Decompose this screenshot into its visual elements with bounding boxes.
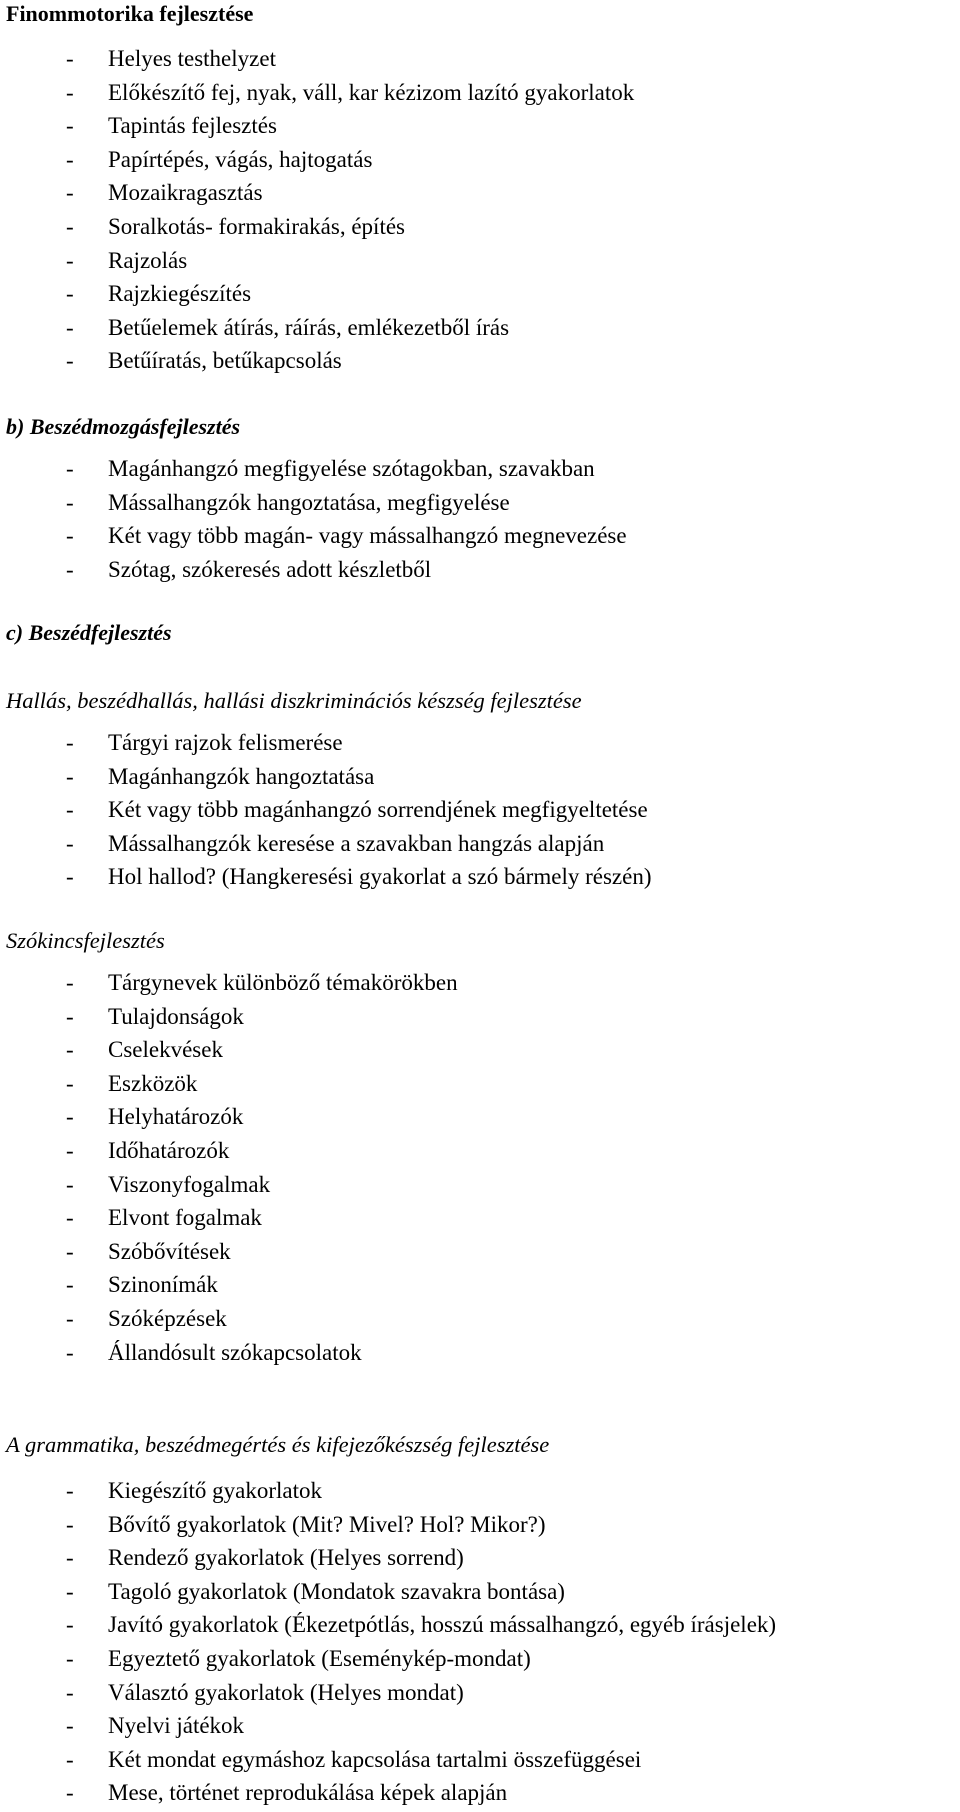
bullet-dash: - xyxy=(66,180,74,206)
bullet-dash: - xyxy=(66,797,74,823)
bullet-dash: - xyxy=(66,1478,74,1503)
bullet-dash: - xyxy=(66,1037,74,1063)
bullet-dash: - xyxy=(66,79,74,105)
bullet-dash: - xyxy=(66,1545,74,1571)
bullet-dash: - xyxy=(66,1238,74,1264)
section-heading-grammatika: A grammatika, beszédmegértés és kifejezőkészség fejlesztése xyxy=(6,1432,550,1457)
bullet-dash: - xyxy=(66,1003,74,1029)
bullet-dash: - xyxy=(66,46,74,71)
bullet-dash: - xyxy=(66,281,74,307)
bullet-dash: - xyxy=(66,970,74,995)
bullet-dash: - xyxy=(66,1272,74,1298)
bullet-dash: - xyxy=(66,1137,74,1163)
bullet-dash: - xyxy=(66,1612,74,1638)
bullet-dash: - xyxy=(66,489,74,515)
bullet-dash: - xyxy=(66,1578,74,1604)
bullet-dash: - xyxy=(66,146,74,172)
bullet-dash: - xyxy=(66,1104,74,1130)
bullet-dash: - xyxy=(66,1205,74,1231)
bullet-dash: - xyxy=(66,1780,74,1806)
bullet-dash: - xyxy=(66,1511,74,1537)
bullet-dash: - xyxy=(66,1171,74,1197)
bullet-dash: - xyxy=(66,730,74,755)
bullet-dash: - xyxy=(66,314,74,340)
bullet-dash: - xyxy=(66,113,74,139)
bullet-dash: - xyxy=(66,1679,74,1705)
bullet-dash: - xyxy=(66,763,74,789)
bullet-dash: - xyxy=(66,247,74,273)
bullet-dash: - xyxy=(66,1746,74,1772)
bullet-dash: - xyxy=(66,213,74,239)
section-heading-beszedfejlesztes: c) Beszédfejlesztés xyxy=(6,620,172,645)
section-heading-hallas: Hallás, beszédhallás, hallási diszkriminációs készség fejlesztése xyxy=(6,688,582,713)
bullet-dash: - xyxy=(66,1339,74,1365)
bullet-dash: - xyxy=(66,348,74,374)
bullet-dash: - xyxy=(66,1305,74,1331)
bullet-dash: - xyxy=(66,864,74,890)
bullet-dash: - xyxy=(66,1713,74,1739)
bullet-dash: - xyxy=(66,456,74,481)
bullet-dash: - xyxy=(66,1645,74,1671)
section-heading-beszedmozgas: b) Beszédmozgásfejlesztés xyxy=(6,414,241,439)
bullet-dash: - xyxy=(66,1070,74,1096)
section-heading-szokincs: Szókincsfejlesztés xyxy=(6,928,165,953)
document-page: Finommotorika fejlesztése - Helyes testhelyzet - Előkészítő fej, nyak, váll, kar kézizom lazító gyakorlatok - Tapintás fejlesztés - Papírtépés, vágás, hajtogatás - Mozaikragasztás - Soralkotás- formakirakás, építés - Rajzolás - Rajzkiegészítés - Betűelemek átírás, ráírás, emlékezetből írás - Betűíratás, betűkapcsolás b) Beszédmozgásfejlesztés - Magánhangzó megfigyelése szótagokban, szavakban - Mássalhangzók hangoztatása, megfigyelése - Két vagy több magán- vagy mássalhangzó megnevezése - Szótag, szókeresés adott készletből c) Beszédfejlesztés Hallás, beszédhallás, hallási diszkriminációs készség fejlesztése - Tárgyi rajzok felismerése - Magánhangzók hangoztatása - Két vagy több magánhangzó sorrendjének megfigyeltetése - Mássalhangzók keresése a szavakban hangzás alapján - Hol hallod? (Hangkeresési gyakorlat a szó bármely részén) Szókincsfejlesztés - Tárgynevek különböző témakörökben - Tulajdonságok - Cselekvések - Eszközök - Helyhatározók - Időhatározók - Viszonyfogalmak - Elvont fogalmak - Szóbővítések - Szinonímák - Szóképzések - Állandósult szókapcsolatok A grammatika, beszédmegértés és kifejezőkészség fejlesztése - Kiegészítő gyakorlatok - Bővítő gyakorlatok (Mit? Mivel? Hol? Mikor?) - Rendező gyakorlatok (Helyes sorrend) - Tagoló gyakorlatok (Mondatok szavakra bontása) - Javító gyakorlatok (Ékezetpótlás, hosszú mássalhangzó, egyéb írásjelek) - Egyeztető gyakorlatok (Eseménykép-mondat) - Választó gyakorlatok (Helyes mondat) - Nyelvi játékok - Két mondat egymáshoz kapcsolása tartalmi összefüggései - Mese, történet reprodukálása képek alapján xyxy=(0,0,960,1812)
section-heading-finommotorika: Finommotorika fejlesztése xyxy=(6,1,254,26)
bullet-dash: - xyxy=(66,523,74,549)
bullet-dash: - xyxy=(66,556,74,582)
bullet-dash: - xyxy=(66,830,74,856)
